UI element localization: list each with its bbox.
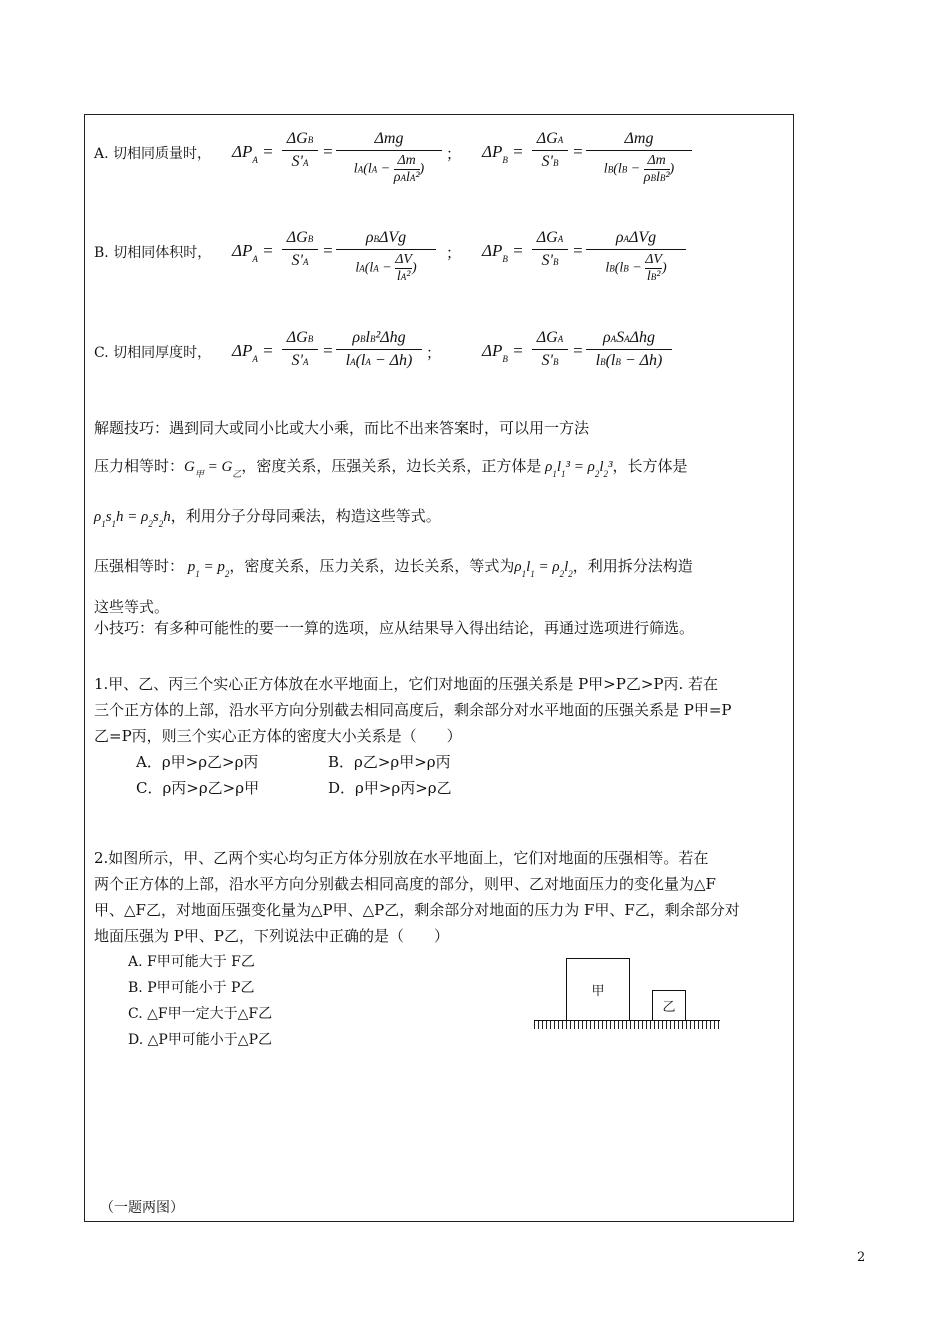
q1-line2: 三个正方体的上部，沿水平方向分别截去相同高度后，剩余部分对水平地面的压强关系是 P甲=P: [94, 701, 732, 719]
formula-a-frac2: Δmg lA(lA − Δm ρAlA² ): [336, 130, 442, 186]
formula-c-rhs: $\Delta P_B$ =: [482, 341, 524, 364]
formula-a-eq2: =: [572, 142, 584, 161]
formula-c-eq: =: [322, 341, 334, 360]
formula-b-sep: ；: [446, 244, 462, 262]
formula-a-frac3: ΔGA S'B: [532, 130, 568, 171]
tip-line2-eq: $G_甲 = G_乙$: [184, 459, 242, 479]
tip-line2-cuboid: ，长方体是: [612, 457, 688, 475]
q2-line2: 两个正方体的上部，沿水平方向分别截去相同高度的部分，则甲、乙对地面压力的变化量为△F: [94, 875, 716, 893]
q1-option-b: B．ρ乙>ρ甲>ρ丙: [328, 753, 451, 771]
q1-line1: 1.甲、乙、丙三个实心正方体放在水平地面上，它们对地面的压强关系是 P甲>P乙>P丙. 若在: [94, 675, 719, 693]
formula-b-label: B. 切相同体积时，: [94, 245, 212, 261]
q2-option-b: B. P甲可能小于 P乙: [128, 980, 255, 996]
tip-line1: 解题技巧：遇到同大或同小比或大小乘，而比不出来答案时，可以用一方法: [94, 419, 590, 437]
formula-a-frac4: Δmg lB(lB − Δm ρBlB² ): [586, 130, 692, 186]
tip-line6: 小技巧：有多种可能性的要一一算的选项，应从结果导入得出结论，再通过选项进行筛选。: [94, 619, 695, 637]
tip-line4-prefix: 压强相等时：: [94, 557, 185, 575]
q1-option-a: A．ρ甲>ρ乙>ρ丙: [136, 753, 259, 771]
q1-option-d: D．ρ甲>ρ丙>ρ乙: [328, 779, 452, 797]
q1-line3: 乙=P丙，则三个实心正方体的密度大小关系是（ ）: [94, 727, 462, 745]
formula-b-frac1: ΔGB S'A: [282, 229, 318, 270]
formula-b-eq2: =: [572, 241, 584, 260]
formula-b-eq: =: [322, 241, 334, 260]
q2-option-a: A. F甲可能大于 F乙: [128, 954, 255, 970]
formula-c-frac3: ΔGA S'B: [532, 329, 568, 370]
tip-line2: [94, 456, 688, 478]
formula-c-frac4: ρASAΔhg lB(lB − Δh): [586, 329, 672, 370]
q2-option-d: D. △P甲可能小于△P乙: [128, 1032, 272, 1048]
formula-c-frac1: ΔGB S'A: [282, 329, 318, 370]
cube-jia-label: 甲: [591, 984, 605, 999]
content-frame: [84, 114, 794, 1222]
page-number: 2: [857, 1250, 866, 1265]
formula-b-frac2: ρBΔVg lA(lA − $\frac{\Delta V}{\text{lA²}}$ ): [336, 229, 436, 285]
formula-c-label: C. 切相同厚度时，: [94, 345, 212, 361]
tip-line4-eq2: $\rho_1l_1 = \rho_2l_2$: [514, 559, 573, 579]
ground-hatching: [534, 1020, 720, 1029]
tip-line4-suffix: ，利用拆分法构造: [572, 557, 693, 575]
tip-line3-eq: $\rho_1s_1h = \rho_2s_2h$: [94, 509, 171, 529]
tip-line4-mid: ，密度关系，压力关系，边长关系，等式为: [229, 557, 515, 575]
tip-line2-cube: 正方体是: [481, 457, 542, 475]
cube-yi: [652, 990, 686, 1021]
tip-line2-mid: ，密度关系，压强关系，边长关系，: [241, 457, 482, 475]
tip-line5: 这些等式。: [94, 598, 170, 616]
formula-b-lhs: $\Delta P_A$ =: [232, 241, 274, 264]
formula-a-rhs: $\Delta P_B$ =: [482, 142, 524, 165]
formula-a-lhs: $\Delta P_A$ =: [232, 142, 274, 165]
formula-a-frac1: ΔGB S'A: [282, 130, 318, 171]
tip-line4: [94, 556, 693, 578]
cube-jia: [566, 958, 630, 1021]
formula-a-label: A. 切相同质量时，: [94, 146, 212, 162]
cube-yi-label: 乙: [662, 1000, 676, 1015]
formula-c-lhs: $\Delta P_A$ =: [232, 341, 274, 364]
tip-line2-prefix: 压力相等时：: [94, 457, 185, 475]
q2-line3: 甲、△F乙，对地面压强变化量为△P甲、△P乙，剩余部分对地面的压力为 F甲、F乙，剩余部分对: [94, 901, 740, 919]
q1-option-c: C．ρ丙>ρ乙>ρ甲: [136, 779, 260, 797]
tip-line2-cube-eq: $\rho_1l_1^3 = \rho_2l_2^3$: [541, 459, 613, 479]
q2-line4: 地面压强为 P甲、P乙，下列说法中正确的是（ ）: [94, 927, 449, 945]
formula-c-frac2: ρBlB²Δhg lA(lA − Δh): [336, 329, 422, 370]
formula-a-eq: =: [322, 142, 334, 161]
q2-line1: 2.如图所示，甲、乙两个实心均匀正方体分别放在水平地面上，它们对地面的压强相等。若在: [94, 849, 709, 867]
formula-b-rhs: $\Delta P_B$ =: [482, 241, 524, 264]
formula-b-frac4: ρAΔVg lB(lB − $\frac{\Delta V}{\text{lB²}}$ ): [586, 229, 686, 285]
tip-line3: [94, 506, 441, 528]
formula-b-frac3: ΔGA S'B: [532, 229, 568, 270]
tip-line3-suffix: ，利用分子分母同乘法，构造这些等式。: [170, 507, 441, 525]
footer-note: （一题两图）: [100, 1200, 184, 1216]
q2-option-c: C. △F甲一定大于△F乙: [128, 1006, 273, 1022]
tip-line4-eq: $p_1 = p_2$: [184, 559, 230, 579]
formula-c-eq2: =: [572, 341, 584, 360]
formula-c-sep: ；: [426, 344, 442, 362]
formula-a-sep: ；: [446, 145, 462, 163]
